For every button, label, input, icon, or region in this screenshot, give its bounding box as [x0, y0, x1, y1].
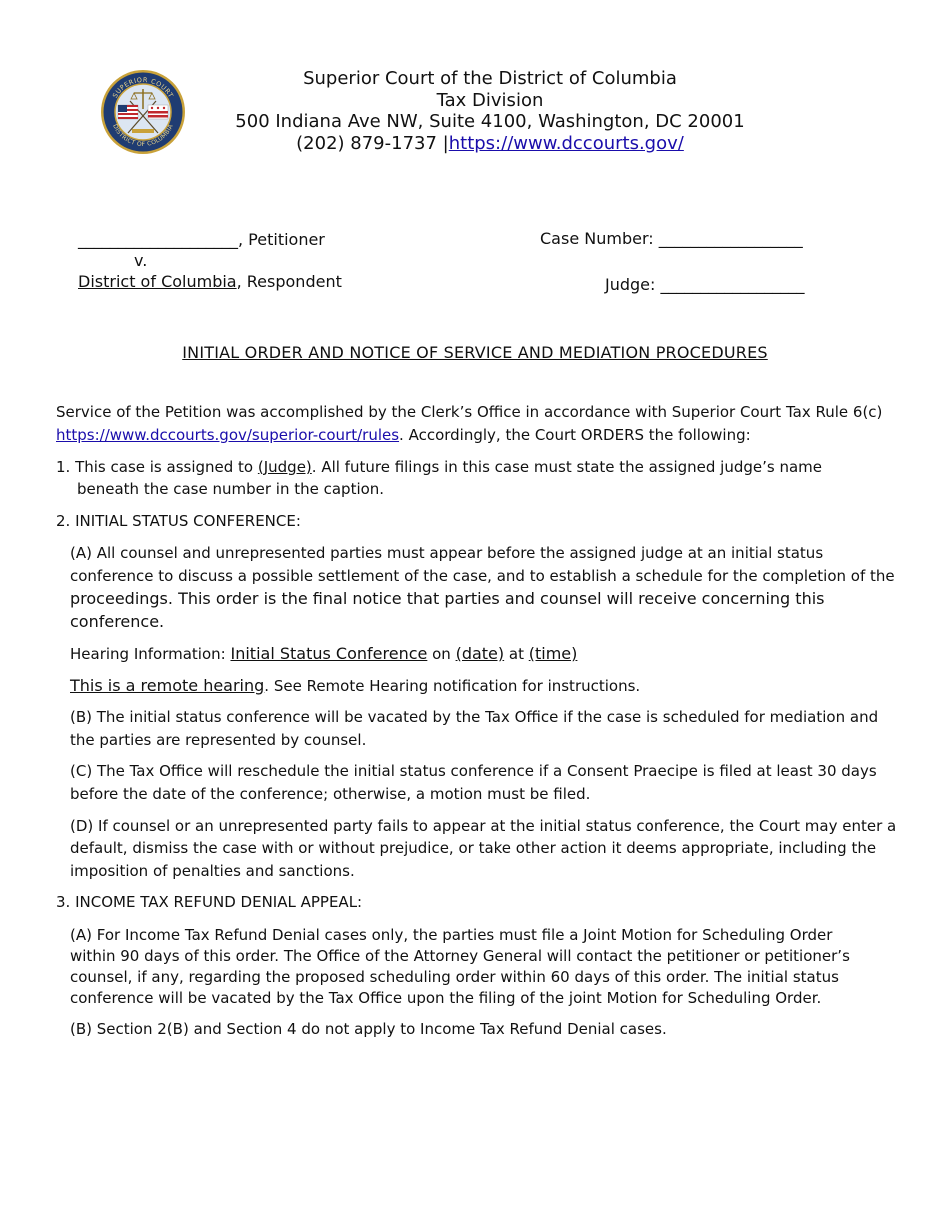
- item-1-prefix: 1. This case is assigned to: [56, 458, 258, 476]
- document-title: INITIAL ORDER AND NOTICE OF SERVICE AND MEDIATION PROCEDURES: [182, 343, 768, 362]
- seal-ring-bottom-text: DISTRICT OF COLUMBIA: [111, 123, 175, 149]
- hearing-date: (date): [455, 644, 505, 663]
- remote-hearing-label: This is a remote hearing: [70, 676, 265, 695]
- intro-line-2-rest: . Accordingly, the Court ORDERS the following:: [399, 426, 751, 444]
- assigned-judge-field: (Judge): [257, 458, 312, 476]
- section-2a-line-2: conference to discuss a possible settlement of the case, and to establish a schedule for the completion of the: [70, 567, 895, 585]
- case-caption-parties: [78, 229, 342, 292]
- contact-line: [0, 133, 950, 155]
- respondent-label: , Respondent: [236, 272, 342, 291]
- case-caption-details: [540, 229, 805, 294]
- section-3a-line-4: conference will be vacated by the Tax Office upon the filing of the joint Motion for Scheduling Order.: [70, 989, 822, 1007]
- petitioner-line: [78, 229, 342, 250]
- petitioner-blank[interactable]: ____________________: [78, 230, 238, 249]
- section-3a-line-1: (A) For Income Tax Refund Denial cases only, the parties must file a Joint Motion for Scheduling Order: [70, 926, 833, 944]
- court-phone: (202) 879-1737 |: [296, 132, 449, 154]
- court-name: Superior Court of the District of Columbia: [303, 68, 677, 89]
- judge-field[interactable]: Judge: __________________: [605, 275, 805, 294]
- versus-label: v.: [134, 251, 148, 270]
- section-2a-line-4: conference.: [70, 612, 165, 631]
- section-2a-line-3: proceedings. This order is the final notice that parties and counsel will receive concerning this: [70, 589, 825, 608]
- hearing-type: Initial Status Conference: [230, 644, 428, 663]
- section-2-heading: 2. INITIAL STATUS CONFERENCE:: [56, 512, 301, 530]
- remote-hearing-notice: [70, 676, 640, 695]
- item-1-line-1: [56, 458, 822, 476]
- court-address: 500 Indiana Ave NW, Suite 4100, Washington, DC 20001: [235, 111, 745, 132]
- section-3-heading: 3. INCOME TAX REFUND DENIAL APPEAL:: [56, 893, 363, 911]
- item-1-line-2: beneath the case number in the caption.: [77, 480, 385, 498]
- case-number-field[interactable]: Case Number: __________________: [540, 229, 803, 248]
- remote-hearing-rest: . See Remote Hearing notification for instructions.: [264, 677, 641, 695]
- section-3a-line-3: counsel, if any, regarding the proposed scheduling order within 60 days of this order. The initial status: [70, 968, 839, 986]
- section-2b-line-1: (B) The initial status conference will be vacated by the Tax Office if the case is scheduled for mediation and: [70, 708, 879, 726]
- court-rules-link[interactable]: https://www.dccourts.gov/superior-court/rules: [56, 426, 400, 444]
- hearing-time: (time): [528, 644, 578, 663]
- section-2c-line-1: (C) The Tax Office will reschedule the initial status conference if a Consent Praecipe is filed at least 30 days: [70, 762, 877, 780]
- division-name: Tax Division: [436, 89, 544, 111]
- hearing-at: at: [504, 645, 529, 663]
- court-header: [0, 68, 950, 154]
- intro-line-1: Service of the Petition was accomplished by the Clerk’s Office in accordance with Superior Court Tax Rule 6(c): [56, 403, 883, 421]
- respondent-name: District of Columbia: [78, 272, 237, 291]
- section-2a-line-1: (A) All counsel and unrepresented parties must appear before the assigned judge at an initial status: [70, 544, 824, 562]
- section-3b: (B) Section 2(B) and Section 4 do not apply to Income Tax Refund Denial cases.: [70, 1020, 667, 1038]
- section-2d-line-3: imposition of penalties and sanctions.: [70, 862, 355, 880]
- section-3a-line-2: within 90 days of this order. The Office of the Attorney General will contact the petitioner or petitioner’s: [70, 947, 850, 965]
- item-1-rest: . All future filings in this case must state the assigned judge’s name: [311, 458, 823, 476]
- intro-line-2: [56, 426, 751, 444]
- respondent-line: [78, 271, 342, 292]
- section-2b-line-2: the parties are represented by counsel.: [70, 731, 367, 749]
- section-2c-line-2: before the date of the conference; otherwise, a motion must be filed.: [70, 785, 591, 803]
- court-website-link[interactable]: https://www.dccourts.gov/: [448, 132, 684, 154]
- seal-ring-top-text: SUPERIOR COURT: [111, 75, 175, 100]
- hearing-information: [70, 644, 577, 663]
- hearing-on: on: [427, 645, 456, 663]
- hearing-label: Hearing Information:: [70, 645, 231, 663]
- section-2d-line-1: (D) If counsel or an unrepresented party fails to appear at the initial status conference, the Court may enter a: [70, 817, 897, 835]
- section-2d-line-2: default, dismiss the case with or without prejudice, or take other action it deems appropriate, including the: [70, 839, 877, 857]
- petitioner-label: , Petitioner: [238, 230, 325, 249]
